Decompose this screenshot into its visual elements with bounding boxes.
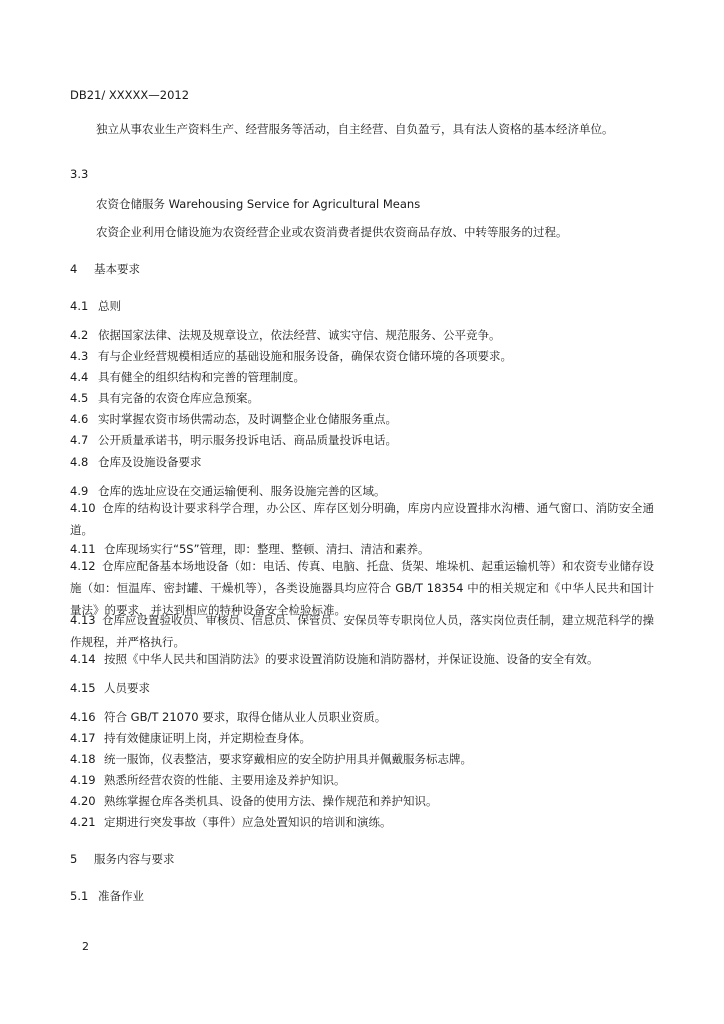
page-number: 2 <box>82 940 89 953</box>
section-heading-5 <box>70 851 175 867</box>
clause-number: 4.3 <box>70 349 89 363</box>
clause-number: 4.10 <box>70 501 96 515</box>
clause-title: 仓库及设施设备要求 <box>98 455 202 469</box>
section-number: 4 <box>70 262 78 276</box>
document-code: DB21/ XXXXX—2012 <box>70 88 190 102</box>
clause-number: 4.18 <box>70 752 96 766</box>
clause-text: 持有效健康证明上岗，并定期检查身体。 <box>104 731 311 745</box>
clause-number: 4.21 <box>70 815 96 829</box>
term-definition: 农资企业利用仓储设施为农资经营企业或农资消费者提供农资商品存放、中转等服务的过程。 <box>96 225 568 239</box>
clause-item <box>70 327 501 343</box>
clause-text: 熟练掌握仓库各类机具、设备的使用方法、操作规范和养护知识。 <box>104 794 438 808</box>
clause-text: 公开质量承诺书，明示服务投诉电话、商品质量投诉电话。 <box>98 433 397 447</box>
clause-item <box>70 432 397 448</box>
term-title: 农资仓储服务 Warehousing Service for Agricultural Means <box>96 197 421 211</box>
clause-item <box>70 772 346 788</box>
clause-item <box>70 369 305 385</box>
clause-heading <box>70 298 121 314</box>
definition-continuation: 独立从事农业生产资料生产、经营服务等活动，自主经营、自负盈亏，具有法人资格的基本经济单位。 <box>96 122 614 136</box>
clause-number: 4.15 <box>70 681 96 695</box>
clause-text: 有与企业经营规模相适应的基础设施和服务设备，确保农资仓储环境的各项要求。 <box>98 349 512 363</box>
clause-number: 4.16 <box>70 710 96 724</box>
clause-item <box>70 348 512 364</box>
section-title: 基本要求 <box>94 262 140 276</box>
clause-heading <box>70 888 144 904</box>
clause-number: 4.8 <box>70 455 89 469</box>
section-heading-4 <box>70 261 140 277</box>
clause-number: 4.12 <box>70 559 96 573</box>
clause-text: 仓库的结构设计要求科学合理，办公区、库存区划分明确，库房内应设置排水沟槽、通气窗口、消防安全通道。 <box>70 501 654 537</box>
clause-text: 仓库应设置验收员、审核员、信息员、保管员、安保员等专职岗位人员，落实岗位责任制，建立规范科学的操作规程，并严格执行。 <box>70 613 654 649</box>
clause-heading <box>70 454 202 470</box>
clause-heading <box>70 680 150 696</box>
clause-title: 总则 <box>98 299 121 313</box>
clause-item <box>70 651 599 667</box>
clause-text: 依据国家法律、法规及规章设立，依法经营、诚实守信、规范服务、公平竞争。 <box>98 328 501 342</box>
clause-text: 具有完备的农资仓库应急预案。 <box>98 391 259 405</box>
clause-item <box>70 793 438 809</box>
section-title: 服务内容与要求 <box>94 852 175 866</box>
clause-number: 4.9 <box>70 484 89 498</box>
clause-item <box>70 609 654 653</box>
clause-item <box>70 411 397 427</box>
clause-title: 准备作业 <box>98 889 144 903</box>
clause-number: 4.6 <box>70 412 89 426</box>
clause-text: 统一服饰，仪表整洁，要求穿戴相应的安全防护用具并佩戴服务标志牌。 <box>104 752 472 766</box>
clause-number: 4.17 <box>70 731 96 745</box>
clause-number: 4.5 <box>70 391 89 405</box>
clause-number: 4.19 <box>70 773 96 787</box>
clause-item <box>70 497 654 541</box>
clause-text: 具有健全的组织结构和完善的管理制度。 <box>98 370 305 384</box>
clause-text: 熟悉所经营农资的性能、主要用途及养护知识。 <box>104 773 346 787</box>
section-number: 5 <box>70 852 78 866</box>
clause-item <box>70 390 259 406</box>
clause-number: 4.1 <box>70 299 89 313</box>
clause-number: 4.20 <box>70 794 96 808</box>
clause-item <box>70 730 311 746</box>
clause-text: 仓库的选址应设在交通运输便利、服务设施完善的区域。 <box>98 484 386 498</box>
clause-number: 5.1 <box>70 889 89 903</box>
clause-number: 4.7 <box>70 433 89 447</box>
clause-text: 实时掌握农资市场供需动态，及时调整企业仓储服务重点。 <box>98 412 397 426</box>
clause-text: 符合 GB/T 21070 要求，取得仓储从业人员职业资质。 <box>104 710 387 724</box>
clause-number: 4.4 <box>70 370 89 384</box>
clause-number: 4.2 <box>70 328 89 342</box>
term-number: 3.3 <box>70 167 89 181</box>
clause-item <box>70 751 472 767</box>
clause-number: 4.11 <box>70 542 96 556</box>
clause-text: 定期进行突发事故（事件）应急处置知识的培训和演练。 <box>104 815 392 829</box>
clause-text: 仓库应配备基本场地设备（如：电话、传真、电脑、托盘、货架、堆垛机、起重运输机等）和农资专业储存设施（如：恒温库、密封罐、干燥机等），各类设施器具均应符合 GB/T 18354 中的相关规定和《中华人民共和国计量法》的要求，并达到相应的特种设备安全检验标准。 <box>70 559 654 617</box>
clause-item <box>70 709 386 725</box>
clause-item <box>70 814 392 830</box>
clause-number: 4.14 <box>70 652 96 666</box>
clause-number: 4.13 <box>70 613 96 627</box>
clause-text: 仓库现场实行“5S”管理，即：整理、整顿、清扫、清洁和素养。 <box>104 542 430 556</box>
clause-title: 人员要求 <box>104 681 150 695</box>
clause-text: 按照《中华人民共和国消防法》的要求设置消防设施和消防器材，并保证设施、设备的安全有效。 <box>104 652 599 666</box>
